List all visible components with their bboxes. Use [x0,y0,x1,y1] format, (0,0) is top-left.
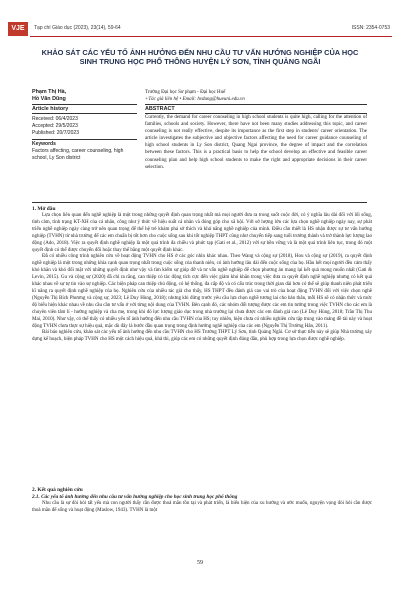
body-text [32,213,372,344]
article-title: KHẢO SÁT CÁC YẾU TỐ ẢNH HƯỞNG ĐẾN NHU CẦU TƯ VẤN HƯỚNG NGHIỆP CỦA HỌC SINH TRUNG HỌC PHỔ THÔNG HUYỆN LÝ SƠN, TỈNH QUẢNG NGÃI [41,48,359,67]
keywords: Factors affecting, career counseling, high school, Ly Son district [32,148,124,161]
abstract-heading: ABSTRACT [145,106,175,112]
received-date: Received: 06/4/2023 [32,116,78,122]
page-number: 59 [197,560,203,566]
journal-citation: Tạp chí Giáo dục (2023), 23(14), 59-64 [34,25,121,31]
divider [32,139,137,140]
header-divider [30,36,392,37]
paragraph: Nhu cầu là sự đòi hỏi tất yếu mà con người thấy cần được thoả mãn tồn tại và phát triển, là biểu hiện của xu hướng và ước muốn, nguyện vọng đòi hỏi cần được thoả mãn để sống và hoạt động (Maslow, 1943). TVHN là một [32,501,372,513]
paragraph: Lựa chọn liên quan đến nghề nghiệp là một trong những quyết định quan trọng nhất mà mọi người đưa ra trong suốt cuộc đời, có ý nghĩa lâu dài đối với lối sống, tình cảm, tình trạng KT-XH của cá nhân, công như ý thức về hiệu suất cá nhân và đóng góp cho xã hội. Với sở lượng lớn các lựa chọn nghề nghiệp ngày nay, sự phát triển nghề nghiệp ngày càng trở nên quan trọng để thế hệ trẻ khám phá sở thích và khả năng nghề nghiệp của mình. Điều cần thiết là HS nhận được sự tư vấn hướng nghiệp (TVHN) từ nhà trường để các em chuẩn bị tốt hơn cho cuộc sống sau khi tốt nghiệp THPT cũng như chuyển tiếp sang tuổi trưởng thành và trở thành lực lượng lao động (Ado, 2018). Việc ra quyết định nghề nghiệp là một quá trình đa chiều và phức tạp (Gati et al., 2012) với sự bền vững và là một quá trình liên tục, trong đó một quyết định có thể được chuyển đổi hoặc thay thế bằng một quyết định khác. [32,213,372,253]
paragraph: Đã có nhiều công trình nghiên cứu về hoạt động TVHN cho HS ở các góc nhìn khác nhau. Theo Wang và cộng sự (2018), Hou và cộng sự (2019), ra quyết định nghề nghiệp là một trong những khía cạnh quan trọng nhất trong cuộc sống của thanh niên, có ảnh hưởng lâu dài đến cuộc sống của họ. Hầu hết mọi người đều cảm thấy khó khăn và khó đối mặt với những quyết định như vậy và tìm kiếm sự giúp đỡ và tư vấn nghề nghiệp để chọn phương án mang lại kết quả mong muốn nhất (Gati & Levin, 2015). Gu và cộng sự (2020) đã chỉ ra rằng, can thiệp có tác động tích cực đến việc giảm khó khăn trong việc đưa ra quyết định nghề nghiệp nhưng có kết quả khác nhau về sự tự tin vào sự nghiệp. Các biện pháp can thiệp chủ động, có hệ thống, đa cấp độ và có cấu trúc trong thời gian dài hơn có thể sẽ giúp thanh niên phát triển kĩ năng ra quyết định nghề nghiệp của họ. Nghiên cứu của nhiều tác giả cho thấy, HS THPT đều đánh giá cao vai trò của hoạt động TVHN đối với việc chọn nghề (Nguyễn Thị Bích Phương và cộng sự, 2023; Lê Duy Hùng, 2018); nhưng khi đứng trước yêu cầu lựa chọn nghề tương lai cho bản thân, mỗi HS sẽ có nhận thức và mức độ biểu hiện khác nhau về nhu cầu cần tư vấn ở với từng nội dung của TVHN. Bên cạnh đó, các nhóm đối tượng được các em tin tưởng trong việc TVHN cho các em là chuyên viên tâm lí - hướng nghiệp và cha mẹ, trong khi đó lực lượng giáo dục trong nhà trường lại chưa được các em đánh giá cao (Lê Duy Hùng, 2018; Trần Thị Thu Mai, 2010). Như vậy, có thể thấy có nhiều yếu tố ảnh hưởng đến nhu cầu TVHN của HS; tuy nhiên, hiện chưa có nhiều nghiên cứu tập trung vào mảng đề tài này và hoạt động TVHN chưa thực sự hiệu quả, mặc dù đây là bước đầu quan trọng trong định hướng nghề nghiệp của các em (Nguyễn Thị Trường Hân, 2011). [32,254,372,329]
published-date: Published: 20/7/2023 [32,130,79,136]
corresponding-author: +Tác giả liên hệ • Email: hvdung@hueuni.edu.vn [145,97,245,102]
journal-header [0,22,400,36]
paragraph: Bài báo nghiên cứu, khảo sát các yếu tố ảnh hưởng đến nhu cầu TVHN cho HS Trường THPT Lý Sơn, tỉnh Quảng Ngãi. Cơ sở thực tiễn này sẽ giúp Nhà trường xây dựng kế hoạch, biện pháp TVHN cho HS một cách hiệu quả, khả thi, giúp các em có những quyết định đúng đắn, phù hợp trong lựa chọn được nghề nghiệp. [32,330,372,343]
author-list [32,89,66,103]
author-name: Phạm Thị Hà, [32,89,67,95]
accepted-date: Accepted: 29/5/2023 [32,123,78,129]
divider [32,202,367,203]
divider [145,104,367,105]
keywords-heading: Keywords [32,141,56,147]
issn: ISSN: 2354-0753 [351,25,390,31]
divider [32,113,137,114]
body-text [32,501,372,515]
affiliation-line: Trường Đại học Sư phạm - Đại học Huế [145,90,226,95]
journal-logo: VJE [8,22,28,36]
abstract-text: Currently, the demand for career counseling in high school students is quite high, calling for the attention of families, schools and society. However, there have not been many studies addressing this topic, and career counseling is not really effective, despite its importance as the first step in students' career orientation. The article investigates the subjective and objective factors affecting the need for career guidance counseling of high school students in Ly Son district, Quang Ngai province, the degree of impact and the correlation between these factors. This is a practical basis to help the school develop an effective and feasible career counseling plan and help high school students to make the right and appropriate decisions in their career selection. [145,115,367,170]
divider [32,104,137,105]
affiliation [145,89,245,103]
section-heading: 2. Kết quả nghiên cứu [32,487,83,493]
section-heading: 1. Mở đầu [32,206,56,212]
article-dates [32,116,79,137]
article-history-heading: Article history [32,106,69,112]
author-name: Hồ Văn Dũng [32,96,66,102]
subsection-heading: 2.1. Các yếu tố ảnh hưởng đến nhu cầu tư vấn hướng nghiệp cho học sinh trung học phổ thông [32,494,238,500]
